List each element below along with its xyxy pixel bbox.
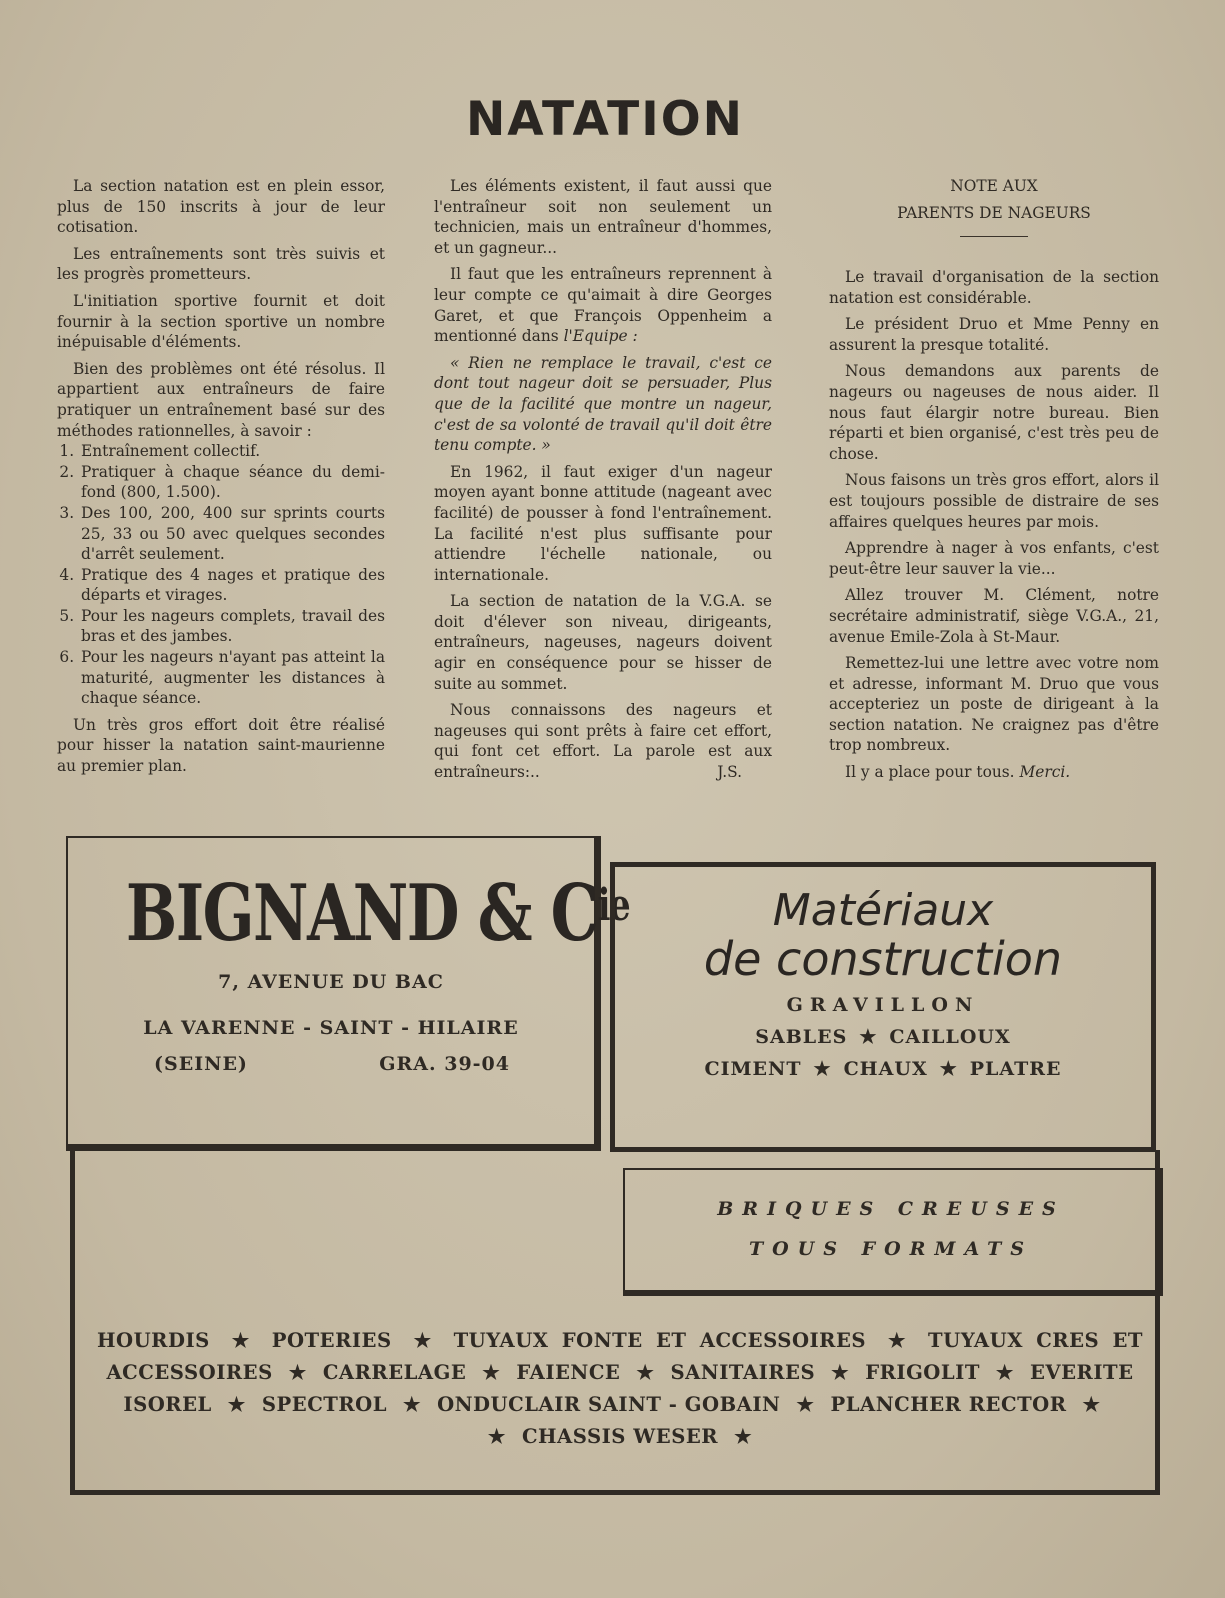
paragraph: Apprendre à nager à vos enfants, c'est peut-être leur sauver la vie... bbox=[829, 539, 1159, 578]
paragraph: Le travail d'organisation de la section natation est considérable. bbox=[829, 268, 1159, 307]
star-icon: ★ bbox=[482, 1361, 501, 1384]
paragraph: Remettez-lui une lettre avec votre nom et adresse, informant M. Druo que vous accepteriez un poste de dirigeant à la section natation. Ne craignez pas d'être trop nombreux. bbox=[829, 654, 1159, 755]
source-name: l'Equipe : bbox=[563, 327, 638, 346]
company-contact bbox=[68, 1053, 594, 1075]
list-item: 4. Pratique des 4 nages et pratique des départs et virages. bbox=[79, 565, 385, 606]
divider bbox=[960, 236, 1028, 237]
star-icon: ★ bbox=[403, 1393, 422, 1416]
product-item: CIMENT bbox=[704, 1058, 802, 1080]
product-item: TUYAUX FONTE ET ACCESSOIRES bbox=[453, 1329, 867, 1352]
article-column-3 bbox=[829, 176, 1159, 789]
company-name-text: BIGNAND & C bbox=[125, 868, 598, 959]
signature: J.S. bbox=[717, 763, 742, 782]
product-item: ONDUCLAIR SAINT - GOBAIN bbox=[437, 1393, 781, 1416]
paragraph: Allez trouver M. Clément, notre secrétaire administratif, siège V.G.A., 21, avenue Emile-Zola à St-Maur. bbox=[829, 586, 1159, 646]
company-region: (SEINE) bbox=[154, 1053, 248, 1075]
star-icon: ★ bbox=[859, 1026, 878, 1048]
training-list bbox=[57, 441, 385, 709]
ad-line: BRIQUES CREUSES bbox=[717, 1198, 1065, 1220]
product-item: FRIGOLIT bbox=[865, 1361, 980, 1384]
list-item: 1. Entraînement collectif. bbox=[79, 441, 385, 462]
paragraph: Nous faisons un très gros effort, alors il est toujours possible de distraire de ses affaires quelques heures par mois. bbox=[829, 471, 1159, 531]
company-name-suffix: ie bbox=[597, 880, 630, 931]
materiaux-ad bbox=[610, 862, 1156, 1152]
product-item: SPECTROL bbox=[261, 1393, 387, 1416]
ad-subtitle: de construction bbox=[703, 932, 1063, 986]
paragraph-text: Nous connaissons des nageurs et nageuses qui sont prêts à faire cet effort, qui font cet effort. La parole est aux entraîneurs:.. bbox=[434, 701, 772, 782]
list-item: 3. Des 100, 200, 400 sur sprints courts 25, 33 ou 50 avec quelques secondes d'arrêt seulement. bbox=[79, 503, 385, 565]
paragraph: Les entraînements sont très suivis et les progrès prometteurs. bbox=[57, 244, 385, 284]
paragraph: La section natation est en plein essor, plus de 150 inscrits à jour de leur cotisation. bbox=[57, 177, 385, 237]
product-item: POTERIES bbox=[271, 1329, 392, 1352]
star-icon: ★ bbox=[407, 1329, 438, 1352]
paragraph: En 1962, il faut exiger d'un nageur moyen ayant bonne attitude (nageant avec facilité) de pousser à fond l'entraînement. La facilité n'est plus suffisante pour attiendre l'échelle nationale, ou internationale. bbox=[434, 462, 772, 584]
company-phone: GRA. 39-04 bbox=[379, 1053, 510, 1075]
product-item: PLANCHER RECTOR bbox=[830, 1393, 1067, 1416]
product-item: FAIENCE bbox=[516, 1361, 621, 1384]
paragraph bbox=[829, 762, 1159, 783]
ad-line: GRAVILLON bbox=[786, 994, 980, 1016]
star-icon: ★ bbox=[813, 1058, 832, 1080]
ad-title: Matériaux bbox=[772, 885, 994, 936]
ad-line bbox=[615, 1026, 1151, 1048]
company-name bbox=[125, 868, 630, 959]
company-address: 7, AVENUE DU BAC bbox=[218, 971, 444, 993]
ad-line: TOUS FORMATS bbox=[748, 1238, 1034, 1260]
product-item: SANITAIRES bbox=[670, 1361, 816, 1384]
product-item: HOURDIS bbox=[97, 1329, 210, 1352]
list-item: 2. Pratiquer à chaque séance du demi-fond (800, 1.500). bbox=[79, 462, 385, 503]
star-icon: ★ bbox=[995, 1361, 1014, 1384]
star-icon: ★ bbox=[882, 1329, 913, 1352]
paragraph: Bien des problèmes ont été résolus. Il appartient aux entraîneurs de faire pratiquer un entraînement basé sur des méthodes rationnelles, à savoir : bbox=[57, 359, 385, 440]
briques-ad bbox=[623, 1168, 1163, 1296]
paragraph-text: Il faut que les entraîneurs reprennent à leur compte ce qu'aimait à dire Georges Garet, et que François Oppenheim a mentionné dans bbox=[434, 265, 772, 346]
quote: « Rien ne remplace le travail, c'est ce dont tout nageur doit se persuader, Plus que de la facilité que montre un nageur, c'est de sa volonté de travail qu'il doit être tenu compte. » bbox=[434, 353, 772, 455]
star-icon: ★ bbox=[831, 1361, 850, 1384]
bignand-ad bbox=[66, 836, 630, 1151]
product-item: PLATRE bbox=[969, 1058, 1062, 1080]
paragraph: L'initiation sportive fournit et doit fournir à la section sportive un nombre inépuisable d'éléments. bbox=[57, 291, 385, 352]
company-city: LA VARENNE - SAINT - HILAIRE bbox=[143, 1017, 519, 1039]
star-icon: ★ bbox=[1082, 1393, 1101, 1416]
article-column-1 bbox=[57, 176, 385, 783]
star-icon: ★ bbox=[734, 1425, 753, 1448]
ad-line bbox=[615, 1058, 1151, 1080]
product-item: SABLES bbox=[755, 1026, 848, 1048]
star-icon: ★ bbox=[636, 1361, 655, 1384]
product-item: CARRELAGE bbox=[322, 1361, 467, 1384]
product-item: ISOREL bbox=[123, 1393, 212, 1416]
paragraph bbox=[434, 264, 772, 346]
paragraph: Le président Druo et Mme Penny en assurent la presque totalité. bbox=[829, 315, 1159, 354]
star-icon: ★ bbox=[939, 1058, 958, 1080]
paragraph bbox=[434, 700, 772, 782]
paragraph: La section de natation de la V.G.A. se doit d'élever son niveau, dirigeants, entraîneurs, nageuses, nageurs doivent agir en conséquence pour se hisser de suite au sommet. bbox=[434, 592, 772, 693]
product-item: TUYAUX CRES ET ACCESSOIRES bbox=[106, 1329, 1143, 1384]
closing-word: Merci. bbox=[1019, 763, 1071, 782]
star-icon: ★ bbox=[796, 1393, 815, 1416]
paragraph: Les éléments existent, il faut aussi que l'entraîneur soit non seulement un technicien, mais un entraîneur d'hommes, et un gagneur... bbox=[434, 177, 772, 257]
list-item: 6. Pour les nageurs n'ayant pas atteint la maturité, augmenter les distances à chaque séance. bbox=[79, 647, 385, 709]
paragraph-text: Il y a place pour tous. bbox=[845, 763, 1015, 782]
note-title: NOTE AUX bbox=[950, 177, 1038, 195]
product-item: CHAUX bbox=[843, 1058, 928, 1080]
star-icon: ★ bbox=[288, 1361, 307, 1384]
list-item: 5. Pour les nageurs complets, travail des bras et des jambes. bbox=[79, 606, 385, 647]
star-icon: ★ bbox=[227, 1393, 246, 1416]
paragraph: Un très gros effort doit être réalisé pour hisser la natation saint-maurienne au premier plan. bbox=[57, 715, 385, 776]
note-title: PARENTS DE NAGEURS bbox=[897, 204, 1091, 222]
page-title: NATATION bbox=[465, 92, 745, 147]
star-icon: ★ bbox=[487, 1425, 506, 1448]
products-list bbox=[97, 1325, 1143, 1453]
star-icon: ★ bbox=[225, 1329, 256, 1352]
paragraph: Nous demandons aux parents de nageurs ou nageuses de nous aider. Il nous faut élargir notre bureau. Bien réparti et bien organisé, c'est très peu de chose. bbox=[829, 362, 1159, 463]
product-item: CHASSIS WESER bbox=[521, 1425, 719, 1448]
product-item: EVERITE bbox=[1029, 1361, 1134, 1384]
article-column-2 bbox=[434, 176, 772, 789]
product-item: CAILLOUX bbox=[889, 1026, 1011, 1048]
